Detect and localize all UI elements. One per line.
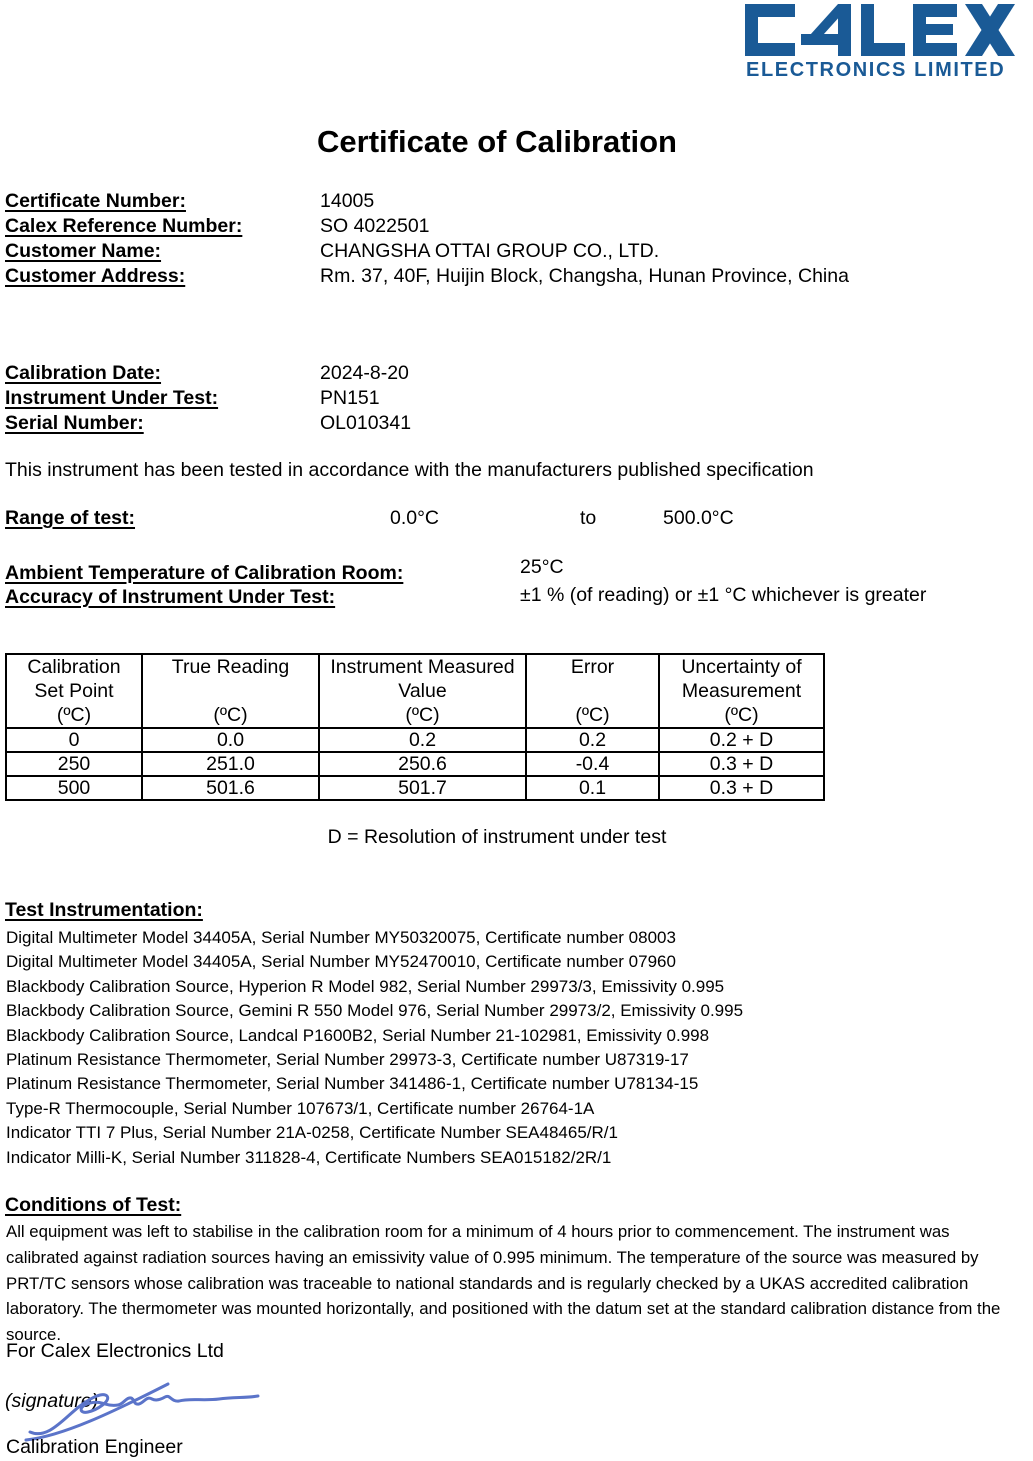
customer-name-value: CHANGSHA OTTAI GROUP CO., LTD. [320,240,660,262]
info-row [5,387,380,412]
results-header-row [6,654,824,728]
accuracy-value: ±1 % (of reading) or ±1 °C whichever is greater [520,584,927,606]
customer-name-label: Customer Name: [5,240,162,262]
header-unit: (ºC) [405,704,440,726]
role-line: Calibration Engineer [6,1436,183,1458]
col-header-uncertainty [659,654,824,728]
range-from-value: 0.0°C [390,507,439,529]
customer-address-label: Customer Address: [5,265,186,287]
environment-block [0,556,1033,612]
calex-reference-value: SO 4022501 [320,215,430,237]
list-item: Type-R Thermocouple, Serial Number 107673/1, Certificate number 26764-1A [6,1098,595,1118]
instrument-info-block [5,362,412,437]
instrument-under-test-label: Instrument Under Test: [5,387,219,409]
certificate-info-block [5,190,849,290]
range-connector: to [580,507,597,529]
header-line: Uncertainty of [681,656,802,678]
customer-address-value: Rm. 37, 40F, Huijin Block, Changsha, Hunan Province, China [320,265,849,287]
cell-error: 0.2 [526,728,659,752]
test-instrumentation-list [6,926,743,1170]
col-header-set-point [6,654,142,728]
cell-uncertainty: 0.3 + D [659,776,824,800]
range-of-test-row [0,507,1033,533]
cell-true-reading: 501.6 [142,776,319,800]
cell-set-point: 250 [6,752,142,776]
list-item: Blackbody Calibration Source, Gemini R 550 Model 976, Serial Number 29973/2, Emissivity 0.995 [6,1001,744,1021]
col-header-measured-value [319,654,526,728]
info-row [5,362,409,387]
header-line: Calibration [27,656,121,678]
page-title: Certificate of Calibration [317,124,677,159]
header-line: Value [398,680,447,702]
certificate-number-value: 14005 [320,190,375,212]
compliance-note: This instrument has been tested in accordance with the manufacturers published specification [5,459,814,481]
company-signoff-line: For Calex Electronics Ltd [6,1340,224,1362]
info-row [5,190,375,215]
serial-number-value: OL010341 [320,412,412,434]
cell-measured: 250.6 [319,752,526,776]
table-row [6,752,824,776]
cell-error: -0.4 [526,752,659,776]
info-row [5,240,660,265]
conditions-body: All equipment was left to stabilise in the calibration room for a minimum of 4 hours prior to commencement. The instrument was calibrated against radiation sources having an emissivity value of 0.995 minimum. The temperature of the source was measured by PRT/TC sensors whose calibration was traceable to national standards and is regularly checked by a UKAS accredited calibration laboratory. The thermometer was mounted horizontally, and positioned with the datum set at the standard calibration distance from the source. [6,1222,1001,1345]
serial-number-label: Serial Number: [5,412,144,434]
list-item: Platinum Resistance Thermometer, Serial Number 29973-3, Certificate number U87319-17 [6,1050,689,1070]
header-unit: (ºC) [213,704,248,726]
col-header-true-reading [142,654,319,728]
list-item: Digital Multimeter Model 34405A, Serial Number MY50320075, Certificate number 08003 [6,928,676,947]
cell-true-reading: 251.0 [142,752,319,776]
info-row [5,412,412,437]
info-row [5,215,430,240]
cell-set-point: 500 [6,776,142,800]
cell-measured: 501.7 [319,776,526,800]
header-unit: (ºC) [724,704,759,726]
handwritten-signature [18,1376,268,1442]
accuracy-label: Accuracy of Instrument Under Test: [5,586,336,608]
list-item: Indicator Milli-K, Serial Number 311828-4, Certificate Numbers SEA015182/2R/1 [6,1147,612,1167]
signature-label: (signature) [5,1390,99,1412]
calibration-results-table [5,653,825,801]
calibration-date-label: Calibration Date: [5,362,162,384]
instrument-under-test-value: PN151 [320,387,380,409]
table-row [6,728,824,752]
info-row [5,265,849,290]
ambient-temperature-value: 25°C [520,556,564,578]
list-item: Blackbody Calibration Source, Hyperion R Model 982, Serial Number 29973/3, Emissivity 0.995 [6,976,725,996]
cell-error: 0.1 [526,776,659,800]
cell-measured: 0.2 [319,728,526,752]
list-item: Indicator TTI 7 Plus, Serial Number 21A-0258, Certificate Number SEA48465/R/1 [6,1123,618,1143]
header-line [143,679,318,703]
cell-uncertainty: 0.3 + D [659,752,824,776]
header-line: Set Point [34,680,114,702]
range-of-test-label: Range of test: [5,507,136,529]
certificate-number-label: Certificate Number: [5,190,186,212]
cell-set-point: 0 [6,728,142,752]
list-item: Blackbody Calibration Source, Landcal P1600B2, Serial Number 21-102981, Emissivity 0.998 [6,1025,710,1045]
cell-true-reading: 0.0 [142,728,319,752]
calibration-date-value: 2024-8-20 [320,362,409,384]
logo-subtitle: ELECTRONICS LIMITED [746,59,1006,81]
list-item: Digital Multimeter Model 34405A, Serial Number MY52470010, Certificate number 07960 [6,952,676,972]
calex-reference-label: Calex Reference Number: [5,215,243,237]
header-line [527,679,658,703]
test-instrumentation-heading: Test Instrumentation: [5,899,203,921]
cell-uncertainty: 0.2 + D [659,728,824,752]
conditions-heading: Conditions of Test: [5,1194,182,1216]
list-item: Platinum Resistance Thermometer, Serial Number 341486-1, Certificate number U78134-15 [6,1074,699,1094]
resolution-note: D = Resolution of instrument under test [327,826,667,848]
header-line: True Reading [171,656,290,678]
header-line: Measurement [681,680,802,702]
col-header-error [526,654,659,728]
calex-logo-icon [745,4,1015,56]
header-unit: (ºC) [56,704,92,726]
ambient-temperature-label: Ambient Temperature of Calibration Room: [5,562,404,584]
header-line: Instrument Measured [330,656,515,678]
header-line: Error [570,656,615,678]
header-unit: (ºC) [575,704,610,726]
table-row [6,776,824,800]
range-to-value: 500.0°C [663,507,734,529]
